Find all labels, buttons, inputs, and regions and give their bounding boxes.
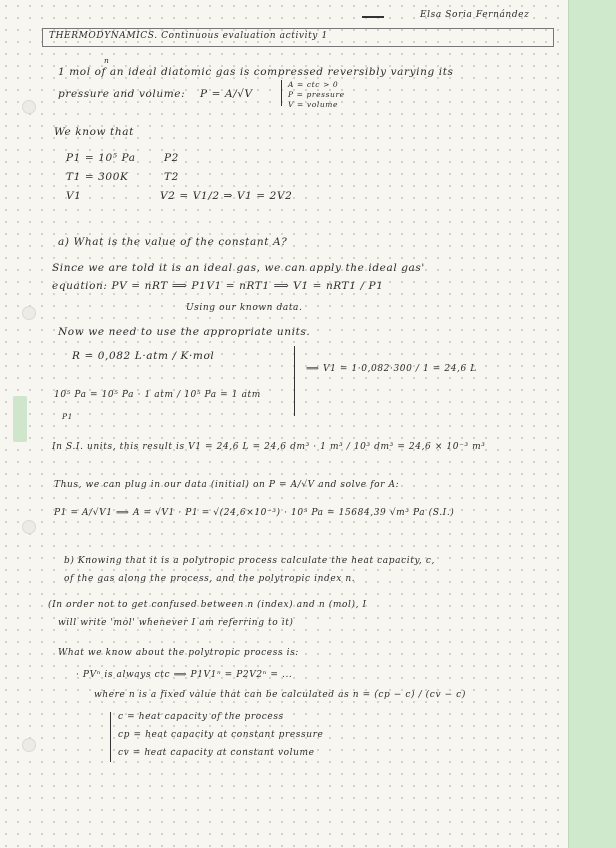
part-b-question-2: of the gas along the process, and the polytropic index n. bbox=[64, 574, 356, 584]
green-side-tab bbox=[568, 0, 616, 848]
legend-a: A = ctc > 0 bbox=[288, 80, 339, 89]
brace bbox=[294, 346, 295, 416]
note-line-2: will write 'mol' whenever I am referring to it) bbox=[58, 618, 294, 628]
r-constant: R = 0,082 L·atm / K·mol bbox=[72, 350, 215, 362]
top-dash bbox=[362, 16, 384, 18]
binder-hole bbox=[22, 100, 36, 114]
legend-p: P = pressure bbox=[288, 90, 345, 99]
polytropic-about: What we know about the polytropic process is: bbox=[58, 648, 299, 658]
known-v1: V1 bbox=[66, 190, 82, 202]
a-result: P1 = A/√V1 ⟹ A = √V1 · P1 = √(24,6×10⁻³) · 10⁵ Pa = 15684,39 √m³ Pa (S.I.) bbox=[54, 508, 455, 518]
known-title: We know that bbox=[54, 126, 134, 138]
known-t2: T2 bbox=[164, 171, 179, 183]
binder-hole bbox=[22, 520, 36, 534]
si-conversion: In S.I. units, this result is V1 = 24,6 L = 24,6 dm³ · 1 m³ / 10³ dm³ = 24,6 × 10⁻³ m³ bbox=[52, 442, 486, 452]
def-cv: cv = heat capacity at constant volume bbox=[118, 748, 315, 758]
header-box bbox=[42, 28, 554, 47]
part-a-line-2: equation: PV = nRT ⟹ P1V1 = nRT1 ⟹ V1 = nRT1 / P1 bbox=[52, 280, 384, 292]
legend-v: V = volume bbox=[288, 100, 339, 109]
binder-hole bbox=[22, 738, 36, 752]
intro-formula: P = A/√V bbox=[200, 88, 253, 100]
binder-hole bbox=[22, 306, 36, 320]
header-title: THERMODYNAMICS. Continuous evaluation activity 1 bbox=[49, 31, 328, 41]
pa-conversion: 10⁵ Pa = 10⁵ Pa · 1 atm / 10⁵ Pa = 1 atm bbox=[54, 390, 261, 400]
known-v2: V2 = V1/2 ⇒ V1 = 2V2 bbox=[160, 190, 293, 202]
part-b-question-1: b) Knowing that it is a polytropic process calculate the heat capacity, c, bbox=[64, 556, 435, 566]
v1-calculation: ⟹ V1 = 1·0,082·300 / 1 = 24,6 L bbox=[306, 364, 477, 374]
pa-subscript: P1 bbox=[62, 412, 74, 421]
known-t1: T1 = 300K bbox=[66, 171, 129, 183]
side-margin-mark bbox=[13, 396, 27, 442]
polytropic-pv: · PVⁿ is always ctc ⟹ P1V1ⁿ = P2V2ⁿ = ... bbox=[76, 670, 293, 680]
part-a-line-3: Using our known data. bbox=[186, 303, 303, 313]
intro-line-1: 1 mol of an ideal diatomic gas is compressed reversibly varying its bbox=[58, 66, 454, 78]
def-c: c = heat capacity of the process bbox=[118, 712, 284, 722]
intro-superscript: n bbox=[104, 56, 110, 65]
defs-bracket bbox=[110, 712, 111, 762]
known-p1: P1 = 10⁵ Pa bbox=[66, 152, 136, 164]
def-cp: cp = heat capacity at constant pressure bbox=[118, 730, 324, 740]
note-line-1: (In order not to get confused between n (index) and n (mol), I bbox=[48, 600, 367, 610]
author-name: Elsa Soria Fernández bbox=[420, 10, 530, 20]
polytropic-where: where n is a fixed value that can be calculated as n = (cp − c) / (cv − c) bbox=[94, 690, 466, 700]
intro-line-2: pressure and volume: bbox=[58, 88, 186, 100]
units-intro: Now we need to use the appropriate units. bbox=[58, 326, 311, 338]
part-a-question: a) What is the value of the constant A? bbox=[58, 236, 288, 248]
part-a-line-1: Since we are told it is an ideal gas, we can apply the ideal gas' bbox=[52, 262, 425, 274]
known-p2: P2 bbox=[164, 152, 179, 164]
legend-bracket bbox=[281, 80, 282, 106]
thus-line: Thus, we can plug in our data (initial) on P = A/√V and solve for A: bbox=[54, 480, 400, 490]
